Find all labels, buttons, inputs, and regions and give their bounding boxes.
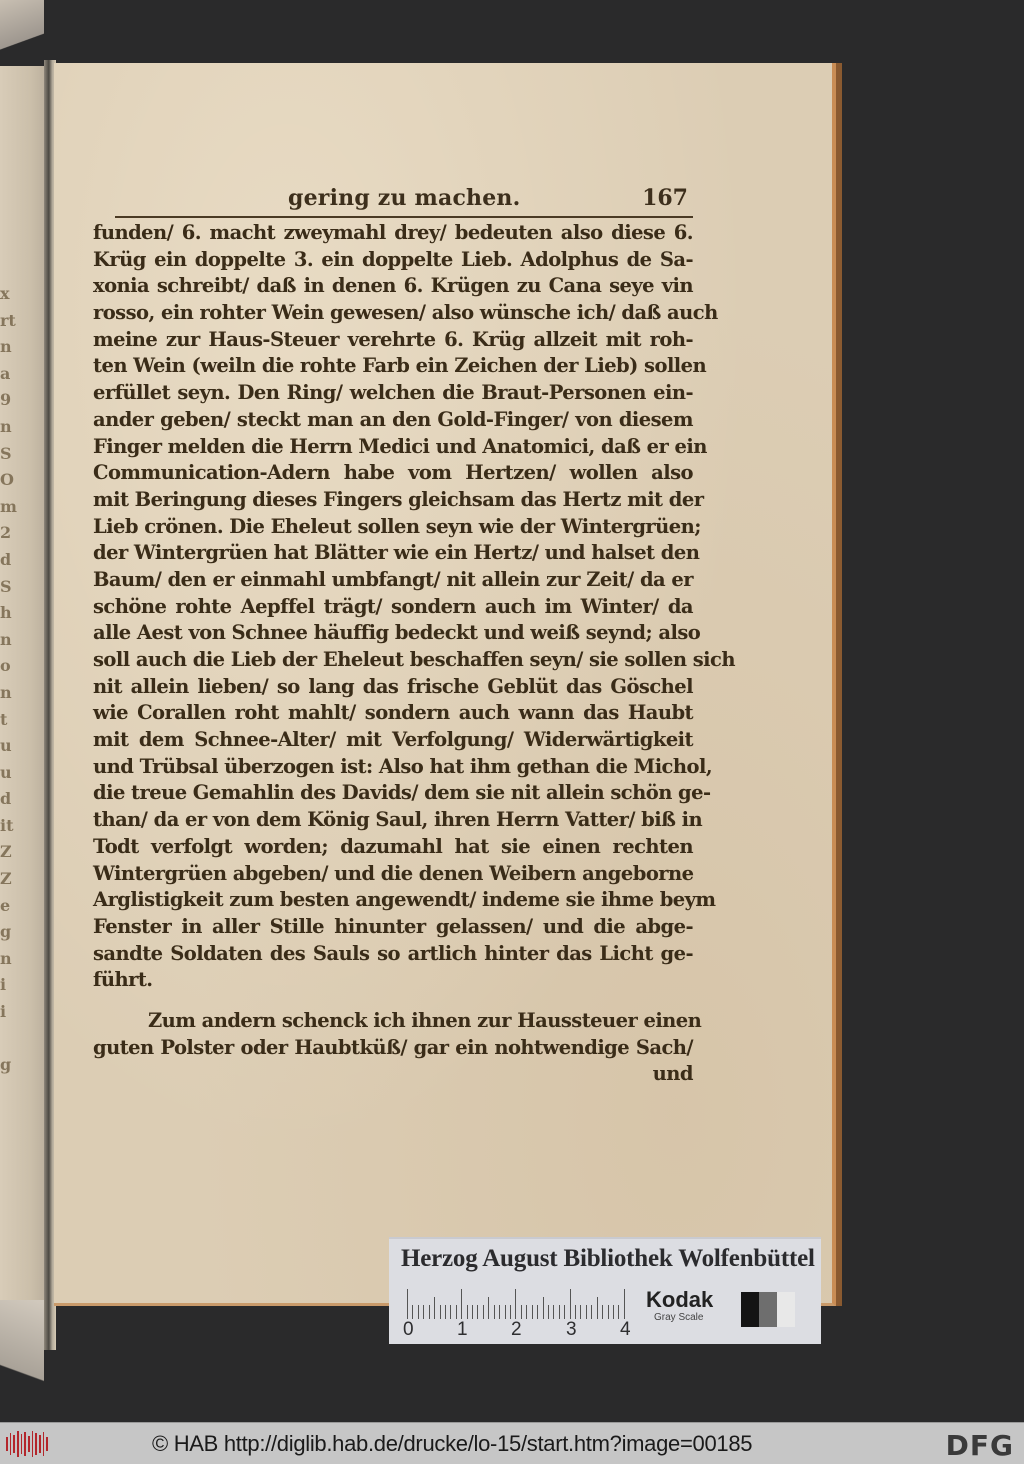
ruler-tick	[412, 1305, 413, 1319]
text-line: Zum andern schenck ich ihnen zur Haussteuer einen	[148, 1008, 702, 1032]
text-line: der Wintergrüen hat Blätter wie ein Hertz/ und halset den	[93, 541, 700, 565]
ruler-tick	[434, 1297, 435, 1319]
text-line: schöne rohte Aepffel trägt/ sondern auch im Winter/ da	[93, 594, 693, 618]
text-line: wie Corallen roht mahlt/ sondern auch wann das Haubt	[93, 701, 693, 725]
left-page-fragment: u	[0, 762, 12, 782]
ruler-number: 3	[566, 1319, 577, 1340]
ruler-tick	[505, 1305, 506, 1319]
left-page-fragment: a	[0, 363, 11, 383]
text-line: führt.	[93, 968, 153, 992]
ruler-tick	[450, 1305, 451, 1319]
left-page-fragment: it	[0, 815, 14, 835]
text-line: xonia schreibt/ daß in denen 6. Krügen zu Cana seye vin	[93, 274, 693, 298]
left-page-fragment: 9	[0, 390, 12, 410]
ruler-tick	[488, 1297, 489, 1319]
page-number: 167	[642, 185, 688, 211]
swatch-black	[741, 1292, 759, 1327]
ruler-tick	[608, 1305, 609, 1319]
scale-ruler	[407, 1289, 627, 1319]
text-line: sandte Soldaten des Sauls so artlich hinter das Licht ge-	[93, 941, 693, 965]
ruler-tick	[483, 1305, 484, 1319]
left-page-fragment: m	[0, 496, 17, 516]
ruler-tick	[445, 1305, 446, 1319]
gray-scale-swatches	[741, 1292, 795, 1327]
ruler-number: 0	[403, 1319, 414, 1340]
left-page-fragment: u	[0, 736, 12, 756]
ruler-tick	[477, 1305, 478, 1319]
text-line: Fenster in aller Stille hinunter gelassen/ und die abge-	[93, 914, 693, 938]
running-head	[288, 185, 688, 215]
ruler-tick	[472, 1305, 473, 1319]
ruler-tick	[499, 1305, 500, 1319]
ruler-tick	[526, 1305, 527, 1319]
footer-bar	[0, 1422, 1024, 1464]
left-page-fragment: Z	[0, 869, 12, 889]
left-page-fragment: i	[0, 975, 7, 995]
ruler-tick	[440, 1305, 441, 1319]
ruler-tick	[597, 1297, 598, 1319]
left-page-bottom	[0, 1300, 44, 1420]
left-page-fragment: n	[0, 416, 12, 436]
ruler-tick	[553, 1305, 554, 1319]
ruler-tick	[624, 1289, 625, 1319]
text-line: mit Beringung dieses Fingers gleichsam das Hertz mit der	[93, 487, 704, 511]
ruler-tick	[543, 1297, 544, 1319]
text-line: soll auch die Lieb der Eheleut beschaffen seyn/ sie sollen sich	[93, 648, 735, 671]
text-line: than/ da er von dem König Saul, ihren Herrn Vatter/ biß in	[93, 808, 703, 832]
left-page-fragment: O	[0, 470, 14, 490]
text-line: rosso, ein rohter Wein gewesen/ also wünsche ich/ daß auch	[93, 301, 718, 325]
ruler-tick	[407, 1289, 408, 1319]
left-page-fragment: x	[0, 284, 10, 303]
ruler-tick	[564, 1305, 565, 1319]
text-line: ander geben/ steckt man an den Gold-Finger/ von diesem	[93, 407, 693, 431]
left-page-fragment: i	[0, 1002, 7, 1022]
left-page-fragment: 2	[0, 523, 12, 543]
text-line: Lieb crönen. Die Eheleut sollen seyn wie der Wintergrüen;	[93, 514, 701, 538]
text-line: nit allein lieben/ so lang das frische Geblüt das Göschel	[93, 674, 693, 698]
left-page-fragment: g	[0, 922, 12, 942]
left-page-fragment	[0, 1026, 22, 1053]
ruler-tick	[515, 1289, 516, 1319]
left-page-text-fragments	[0, 281, 22, 1079]
copyright-url[interactable]: © HAB http://diglib.hab.de/drucke/lo-15/start.htm?image=00185	[152, 1431, 753, 1456]
kodak-logo: Kodak	[646, 1287, 714, 1312]
text-line: mit dem Schnee-Alter/ mit Verfolgung/ Widerwärtigkeit	[93, 728, 693, 752]
hab-logo-icon	[6, 1431, 48, 1457]
left-page-fragment: n	[0, 682, 12, 702]
body-text	[93, 220, 735, 1088]
text-line: ten Wein (weiln die rohte Farb ein Zeichen der Lieb) sollen	[93, 354, 707, 378]
ruler-tick	[586, 1305, 587, 1319]
text-line: Baum/ den er einmahl umbfangt/ nit allein zur Zeit/ da er	[93, 567, 693, 591]
ruler-tick	[423, 1305, 424, 1319]
text-line: Todt verfolgt worden; dazumahl hat sie einen rechten	[93, 834, 693, 858]
ruler-tick	[570, 1289, 571, 1319]
ruler-tick	[537, 1305, 538, 1319]
ruler-tick	[532, 1305, 533, 1319]
left-page-fragment: t	[0, 709, 8, 729]
ruler-number: 2	[511, 1319, 522, 1340]
ruler-tick	[521, 1305, 522, 1319]
left-page-fragment: S	[0, 443, 12, 463]
text-line: und Trübsal überzogen ist: Also hat ihm gethan die Michol,	[93, 754, 713, 778]
ruler-tick	[548, 1305, 549, 1319]
left-page-fragment: n	[0, 629, 12, 649]
gray-scale-caption: Gray Scale	[654, 1312, 704, 1323]
ruler-tick	[494, 1305, 495, 1319]
ruler-number: 1	[457, 1319, 468, 1340]
text-line: Arglistigkeit zum besten angewendt/ indeme sie ihme beym	[93, 888, 716, 912]
text-line: alle Aest von Schnee häuffig bedeckt und weiß seynd; also	[93, 621, 701, 645]
running-title: gering zu machen.	[288, 185, 521, 211]
ruler-tick	[591, 1305, 592, 1319]
left-page-fragment: g	[0, 1055, 12, 1075]
text-line: Wintergrüen abgeben/ und die denen Weibern angeborne	[93, 861, 694, 885]
text-line: guten Polster oder Haubtküß/ gar ein nohtwendige Sach/	[93, 1035, 693, 1059]
left-page-fragment: n	[0, 337, 12, 357]
paragraph-gap	[93, 994, 693, 1008]
ruler-number: 4	[620, 1319, 631, 1340]
ruler-tick	[575, 1305, 576, 1319]
text-line: Finger melden die Herrn Medici und Anatomici, daß er ein	[93, 434, 707, 458]
ruler-tick	[559, 1305, 560, 1319]
left-page-fragment: h	[0, 603, 12, 623]
left-page-fragment: o	[0, 656, 11, 676]
ruler-tick	[461, 1289, 462, 1319]
ruler-tick	[580, 1305, 581, 1319]
left-page-edge	[0, 66, 44, 1306]
ruler-tick	[456, 1305, 457, 1319]
swatch-white	[777, 1292, 795, 1327]
catchword: und	[652, 1062, 693, 1086]
ruler-tick	[613, 1305, 614, 1319]
left-page-fragment: Z	[0, 842, 12, 862]
ruler-tick	[429, 1305, 430, 1319]
left-page-fragment: d	[0, 549, 12, 569]
ruler-tick	[418, 1305, 419, 1319]
text-line: Krüg ein doppelte 3. ein doppelte Lieb. Adolphus de Sa-	[93, 247, 693, 271]
text-line: Communication-Adern habe vom Hertzen/ wollen also	[93, 461, 693, 485]
text-line: meine zur Haus-Steuer verehrte 6. Krüg allzeit mit roh-	[93, 327, 693, 351]
ruler-tick	[602, 1305, 603, 1319]
left-page-fragment: S	[0, 576, 12, 596]
ruler-tick	[467, 1305, 468, 1319]
left-page-fragment: rt	[0, 310, 16, 330]
library-label	[389, 1237, 821, 1344]
left-page-fragment: d	[0, 789, 12, 809]
head-rule	[115, 216, 693, 218]
ruler-tick	[510, 1305, 511, 1319]
dfg-logo: DFG	[945, 1429, 1014, 1462]
text-line: funden/ 6. macht zweymahl drey/ bedeuten also diese 6.	[93, 221, 693, 244]
swatch-gray	[759, 1292, 777, 1327]
text-line: die treue Gemahlin des Davids/ dem sie nit allein schön ge-	[93, 781, 711, 805]
left-page-corner	[0, 0, 44, 66]
ruler-tick	[618, 1305, 619, 1319]
library-name: Herzog August Bibliothek Wolfenbüttel	[401, 1245, 815, 1272]
text-line: erfüllet seyn. Den Ring/ welchen die Braut-Personen ein-	[93, 381, 693, 405]
left-page-fragment: n	[0, 948, 12, 968]
left-page-fragment: e	[0, 895, 11, 915]
ruler-numbers	[399, 1319, 639, 1341]
